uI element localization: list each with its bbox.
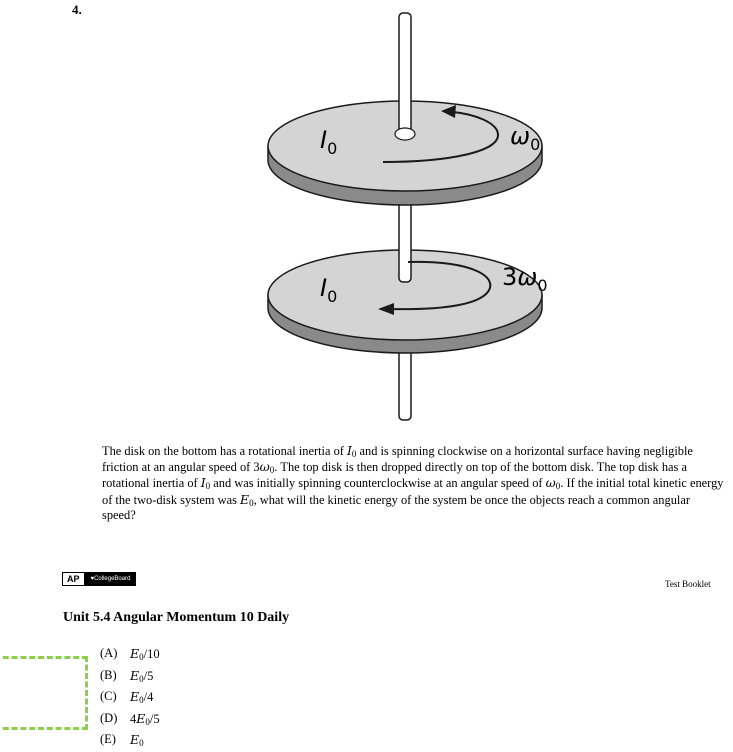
ap-logo: AP (62, 572, 85, 586)
bottom-disk-speed-label: $3\omega_0$ (502, 263, 548, 295)
choice-b[interactable]: (B) $E_0/5$ (100, 667, 154, 684)
choice-c[interactable]: (C) $E_0/4$ (100, 689, 154, 705)
answer-placeholder-box[interactable] (0, 656, 88, 730)
axle-top (399, 13, 411, 133)
choice-a[interactable]: (A) $E_0/10$ (100, 646, 160, 662)
choice-e[interactable]: (E) $E_0$ (100, 732, 144, 748)
top-disk-speed-label: $\omega_0$ (510, 122, 541, 154)
bottom-disk-inertia-label: $I_0$ (320, 274, 338, 306)
choice-d[interactable]: (D) $4E_0/5$ (100, 710, 160, 727)
test-booklet-label: Test Booklet (665, 579, 711, 589)
ap-collegeboard-logo (62, 572, 136, 586)
question-number: 4. (72, 2, 82, 17)
top-disk-inertia-label: $I_0$ (320, 126, 338, 158)
two-disk-figure (258, 10, 578, 430)
unit-title: Unit 5.4 Angular Momentum 10 Daily (63, 610, 290, 625)
answer-choices (100, 643, 160, 751)
collegeboard-logo: ♥CollegeBoard (85, 572, 137, 586)
question-text: The disk on the bottom has a rotational inertia of $I_0$ and is spinning clockwise on a horizontal surface having negligible friction at an angular speed of $3\omega_0$. The top disk is then dropped directly on top of the bottom disk. The top disk has a rotational inertia of $I_0$ and was initially spinning counterclockwise at an angular speed of $\omega_0$. If the initial total kinetic energy of the two-disk system was $E_0$, what will the kinetic energy of the system be once the objects reach a common angular speed? (102, 443, 724, 522)
